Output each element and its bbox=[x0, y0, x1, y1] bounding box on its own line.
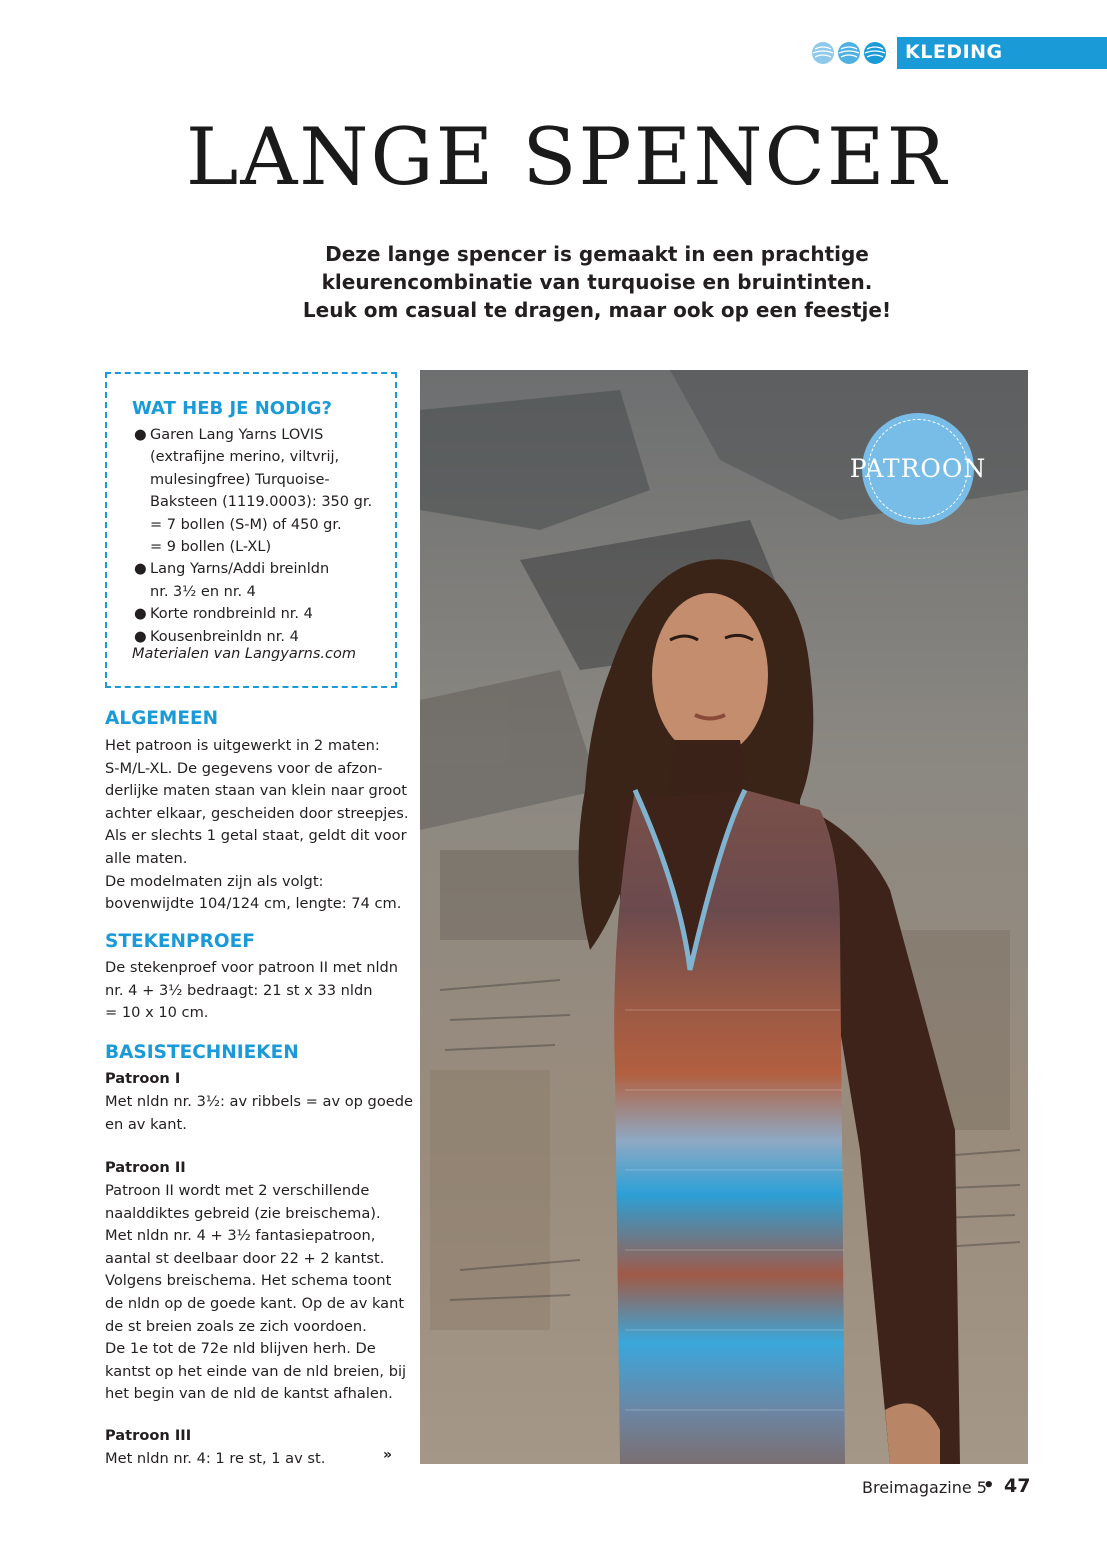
list-item: ● Kousenbreinldn nr. 4 bbox=[132, 626, 394, 648]
footer-separator: • bbox=[983, 1475, 995, 1496]
intro-line: Leuk om casual te dragen, maar ook op een feestje! bbox=[302, 298, 892, 322]
continue-arrow-icon: » bbox=[383, 1447, 393, 1463]
page-number: 47 bbox=[1004, 1475, 1031, 1497]
intro-text bbox=[230, 240, 964, 324]
algemeen-text: Het patroon is uitgewerkt in 2 maten: S-M/L-XL. De gegevens voor de afzon- derlijke maten staan van klein naar groot achter elkaar, gescheiden door streepjes. Als er slechts 1 getal staat, geldt dit voor alle maten. De modelmaten zijn als volgt: bovenwijdte 104/124 cm, lengte: 74 cm. bbox=[105, 737, 409, 913]
list-item: ● Korte rondbreinld nr. 4 bbox=[132, 603, 394, 625]
category-label: KLEDING bbox=[905, 41, 1003, 63]
model-photo bbox=[420, 370, 1028, 1464]
stekenproef-text: De stekenproef voor patroon II met nldn nr. 4 + 3½ bedraagt: 21 st x 33 nldn = 10 x 10 cm. bbox=[105, 959, 399, 1022]
intro-line: kleurencombinatie van turquoise en bruintinten. bbox=[321, 270, 873, 294]
materials-heading: WAT HEB JE NODIG? bbox=[132, 398, 332, 419]
patroon-badge bbox=[849, 413, 987, 525]
bullet-icon: ● bbox=[134, 427, 147, 443]
materials-list bbox=[132, 424, 394, 648]
footer-magazine-name: Breimagazine 5 bbox=[862, 1478, 987, 1497]
materials-note: Materialen van Langyarns.com bbox=[132, 646, 356, 662]
intro-line: Deze lange spencer is gemaakt in een prachtige bbox=[325, 242, 869, 266]
patroon-label: PATROON bbox=[849, 454, 987, 483]
patroon-1-text: Met nldn nr. 3½: av ribbels = av op goede en av kant. bbox=[105, 1093, 413, 1133]
category-bar bbox=[897, 37, 1107, 69]
stekenproef-heading: STEKENPROEF bbox=[105, 931, 255, 952]
patroon-1-title: Patroon I bbox=[105, 1070, 181, 1087]
patroon-2-text: Patroon II wordt met 2 verschillende naalddiktes gebreid (zie breischema). Met nldn nr. 4 + 3½ fantasiepatroon, aantal st deelbaar door 22 + 2 kantst. Volgens breischema. Het schema toont de nldn op de goede kant. Op de av kant de st breien zoals ze zich voordoen. De 1e tot de 72e nld blijven herh. De kantst op het einde van de nld breien, bij het begin van de nld de kantst afhalen. bbox=[105, 1182, 407, 1403]
bullet-icon: ● bbox=[134, 606, 147, 623]
bullet-icon: ● bbox=[134, 628, 147, 645]
patroon-3-title: Patroon III bbox=[105, 1427, 192, 1444]
algemeen-heading: ALGEMEEN bbox=[105, 708, 219, 729]
materials-box bbox=[105, 372, 397, 688]
list-item: ● Lang Yarns/Addi breinldn nr. 3½ en nr. 4 bbox=[132, 558, 394, 603]
bullet-icon: ● bbox=[134, 561, 147, 578]
page-title: LANGE SPENCER bbox=[185, 111, 949, 203]
list-item: ● Garen Lang Yarns LOVIS (extrafijne merino, viltvrij, mulesingfree) Turquoise- Baksteen (1119.0003): 350 gr. = 7 bollen (S-M) of 450 gr. = 9 bollen (L-XL) bbox=[132, 424, 394, 558]
patroon-2-title: Patroon II bbox=[105, 1159, 186, 1176]
basistechnieken-heading: BASISTECHNIEKEN bbox=[105, 1042, 299, 1063]
patroon-3-text: Met nldn nr. 4: 1 re st, 1 av st. bbox=[105, 1450, 326, 1467]
yarn-balls-icon bbox=[810, 40, 888, 66]
